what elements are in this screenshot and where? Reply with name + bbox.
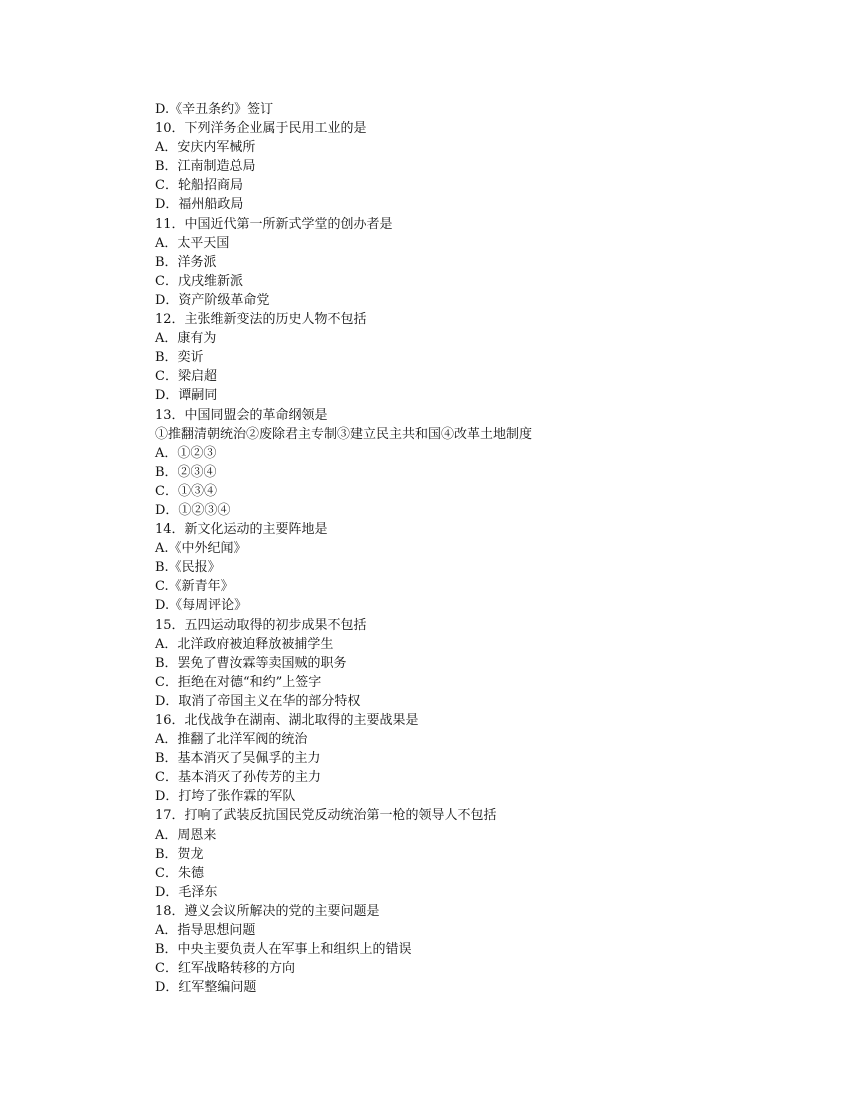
option-b-q11: B．洋务派 xyxy=(155,254,217,270)
option-d-q11: D．资产阶级革命党 xyxy=(155,292,270,308)
option-b-q17: B．贺龙 xyxy=(155,846,204,862)
option-d-q16: D．打垮了张作霖的军队 xyxy=(155,789,296,805)
question-17: 17．打响了武装反抗国民党反动统治第一枪的领导人不包括 xyxy=(155,808,497,824)
option-d-q18: D．红军整编问题 xyxy=(155,980,257,996)
option-b-q12: B．奕䜣 xyxy=(155,350,204,366)
option-a-q13: A．①②③ xyxy=(155,445,217,461)
option-a-q12: A．康有为 xyxy=(155,331,217,347)
option-c-q17: C．朱德 xyxy=(155,865,204,881)
option-a-q17: A．周恩来 xyxy=(155,827,217,843)
option-a-q15: A．北洋政府被迫释放被捕学生 xyxy=(155,636,334,652)
option-b-q14: B.《民报》 xyxy=(155,560,221,576)
option-b-q13: B．②③④ xyxy=(155,464,217,480)
question-13: 13．中国同盟会的革命纲领是 xyxy=(155,407,328,423)
option-c-q12: C．梁启超 xyxy=(155,369,217,385)
option-a-q14: A.《中外纪闻》 xyxy=(155,541,247,557)
option-b-q15: B．罢免了曹汝霖等卖国贼的职务 xyxy=(155,655,347,671)
option-d-q14: D.《每周评论》 xyxy=(155,598,248,614)
option-c-q13: C．①③④ xyxy=(155,483,217,499)
option-d-q9: D.《辛丑条约》签订 xyxy=(155,102,274,117)
option-c-q11: C．戊戌维新派 xyxy=(155,273,243,289)
option-c-q16: C．基本消灭了孙传芳的主力 xyxy=(155,770,321,786)
option-d-q13: D．①②③④ xyxy=(155,502,231,518)
option-d-q17: D．毛泽东 xyxy=(155,884,218,900)
option-d-q12: D．谭嗣同 xyxy=(155,388,218,404)
option-a-q11: A．太平天国 xyxy=(155,235,230,251)
option-a-q18: A．指导思想问题 xyxy=(155,923,256,939)
option-d-q15: D．取消了帝国主义在华的部分特权 xyxy=(155,693,361,709)
option-c-q10: C．轮船招商局 xyxy=(155,178,243,194)
option-b-q10: B．江南制造总局 xyxy=(155,159,256,175)
question-10: 10．下列洋务企业属于民用工业的是 xyxy=(155,121,367,137)
option-a-q10: A．安庆内军械所 xyxy=(155,140,256,156)
question-18: 18．遵义会议所解决的党的主要问题是 xyxy=(155,903,380,919)
question-16: 16．北伐战争在湖南、湖北取得的主要战果是 xyxy=(155,713,419,728)
option-c-q18: C．红军战略转移的方向 xyxy=(155,961,295,977)
option-b-q18: B．中央主要负责人在军事上和组织上的错误 xyxy=(155,942,412,958)
document-page xyxy=(155,100,815,997)
question-11: 11．中国近代第一所新式学堂的创办者是 xyxy=(155,216,393,232)
question-12: 12．主张维新变法的历史人物不包括 xyxy=(155,312,367,328)
option-d-q10: D．福州船政局 xyxy=(155,197,244,213)
option-c-q15: C．拒绝在对德“和约”上签字 xyxy=(155,674,322,690)
option-a-q16: A．推翻了北洋军阀的统治 xyxy=(155,732,308,748)
option-c-q14: C.《新青年》 xyxy=(155,579,234,595)
question-13-statements: ①推翻清朝统治②废除君主专制③建立民主共和国④改革土地制度 xyxy=(155,426,533,442)
question-14: 14．新文化运动的主要阵地是 xyxy=(155,522,328,538)
option-b-q16: B．基本消灭了吴佩孚的主力 xyxy=(155,751,321,767)
question-15: 15．五四运动取得的初步成果不包括 xyxy=(155,617,367,633)
